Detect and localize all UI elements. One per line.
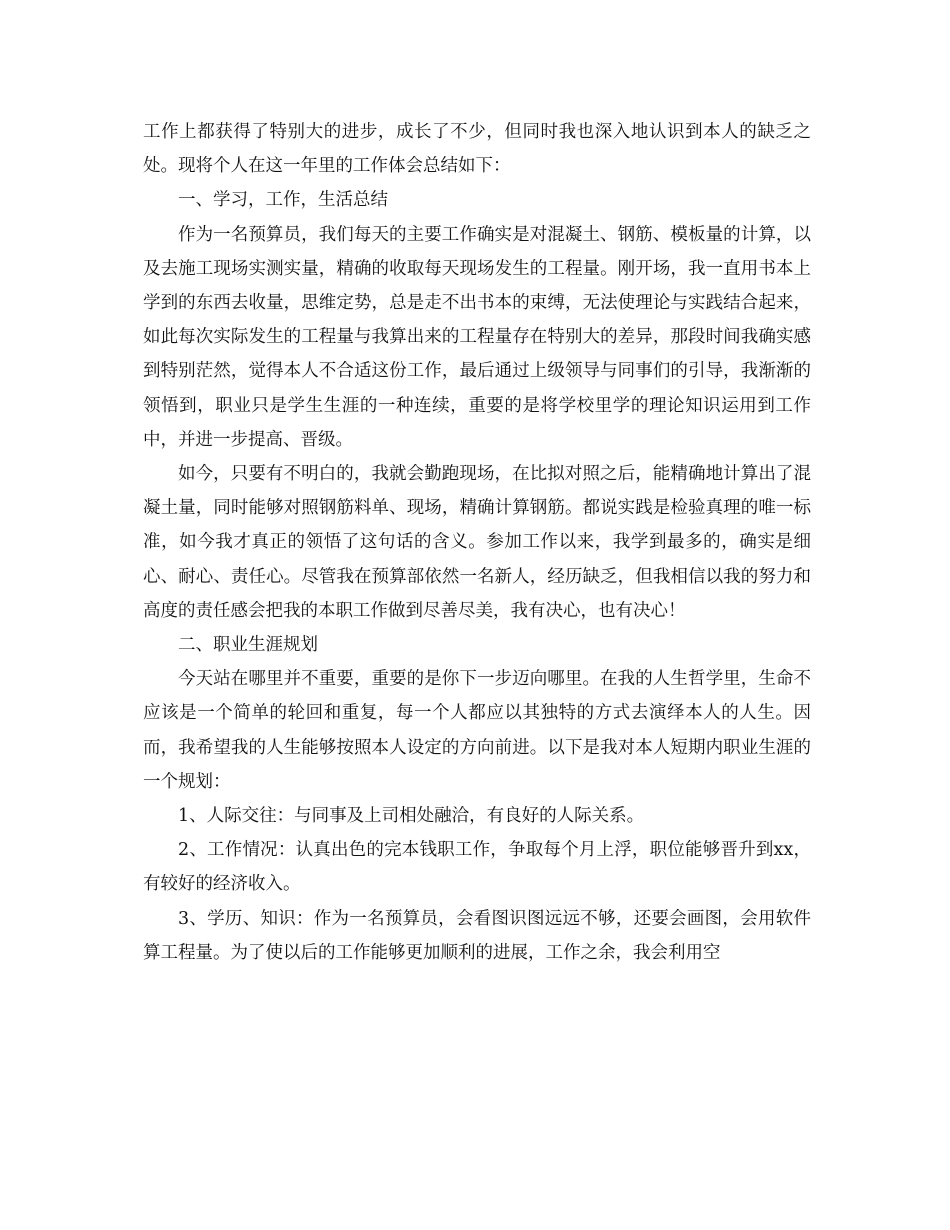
- paragraph-intro: 工作上都获得了特别大的进步，成长了不少，但同时我也深入地认识到本人的缺乏之处。现将个人在这一年里的工作体会总结如下：: [143, 122, 811, 177]
- paragraph-site-practice: 如今，只要有不明白的，我就会勤跑现场，在比拟对照之后，能精确地计算出了混凝土量，同时能够对照钢筋料单、现场，精确计算钢筋。都说实践是检验真理的唯一标准，如今我才真正的领悟了这句话的含义。参加工作以来，我学到最多的，确实是细心、耐心、责任心。尽管我在预算部依然一名新人，经历缺乏，但我相信以我的努力和高度的责任感会把我的本职工作做到尽善尽美，我有决心，也有决心！: [143, 464, 811, 621]
- list-item-work-status: 2、工作情况：认真出色的完本钱职工作，争取每个月上浮，职位能够晋升到xx，有较好的经济收入。: [143, 840, 811, 895]
- list-item-education: 3、学历、知识：作为一名预算员，会看图识图远远不够，还要会画图，会用软件算工程量。为了使以后的工作能够更加顺利的进展，工作之余，我会利用空: [143, 908, 811, 963]
- paragraph-life-philosophy: 今天站在哪里并不重要，重要的是你下一步迈向哪里。在我的人生哲学里，生命不应该是一个简单的轮回和重复，每一个人都应以其独特的方式去演绎本人的人生。因而，我希望我的人生能够按照本人设定的方向前进。以下是我对本人短期内职业生涯的一个规划：: [143, 669, 811, 792]
- section-heading-summary: 一、学习，工作，生活总结: [178, 190, 388, 211]
- document-body: [143, 115, 811, 970]
- paragraph-budget-work: 作为一名预算员，我们每天的主要工作确实是对混凝土、钢筋、模板量的计算，以及去施工现场实测实量，精确的收取每天现场发生的工程量。刚开场，我一直用书本上学到的东西去收量，思维定势，总是走不出书本的束缚，无法使理论与实践结合起来，如此每次实际发生的工程量与我算出来的工程量存在特别大的差异，那段时间我确实感到特别茫然，觉得本人不合适这份工作，最后通过上级领导与同事们的引导，我渐渐的领悟到，职业只是学生生涯的一种连续，重要的是将学校里学的理论知识运用到工作中，并进一步提高、晋级。: [143, 224, 811, 450]
- section-heading-career-plan: 二、职业生涯规划: [178, 635, 318, 656]
- list-item-relationships: 1、人际交往：与同事及上司相处融洽，有良好的人际关系。: [178, 806, 645, 827]
